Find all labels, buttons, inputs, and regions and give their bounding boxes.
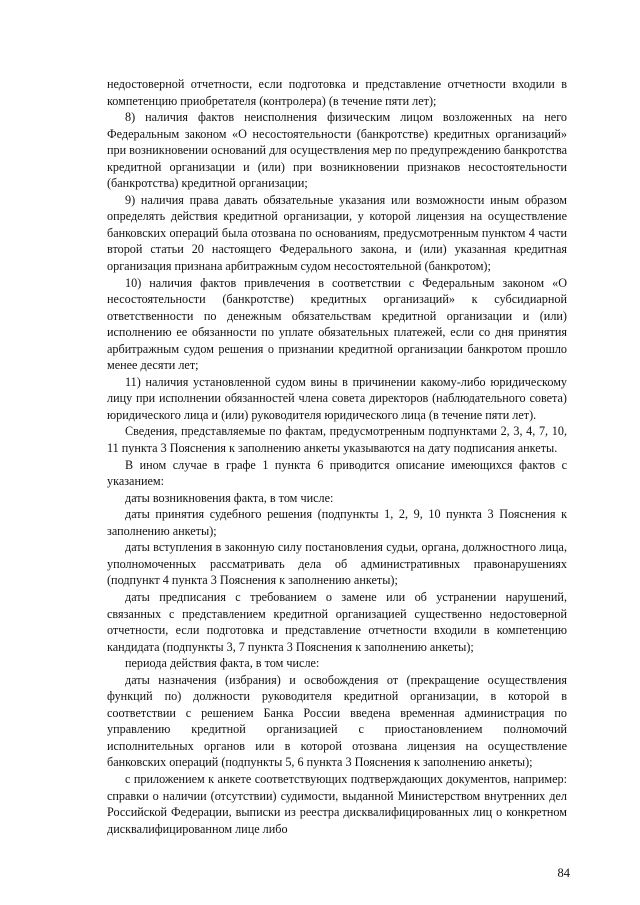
paragraph: 8) наличия фактов неисполнения физическим лицом возложенных на него Федеральным законом «О несостоятельности (банкротстве) кредитных организаций» при возникновении оснований для осуществления мер по предупреждению банкротства кредитной организации и (или) при возникновении признаков несостоятельности (банкротства) кредитной организации; bbox=[107, 110, 568, 191]
paragraph: даты возникновения факта, в том числе: bbox=[125, 490, 334, 505]
paragraph: даты назначения (избрания) и освобождения от (прекращение осуществления функций по) должности руководителя кредитной организации, в которой в соответствии с решением Банка России введена временная администрация по управлению кредитной организацией с приостановлением полномочий исполнительных органов или в которой отозвана лицензия на осуществление банковских операций (подпункты 5, 6 пункта 3 Пояснения к заполнению анкеты); bbox=[107, 672, 567, 770]
paragraph: 10) наличия фактов привлечения в соответствии с Федеральным законом «О несостоятельности (банкротстве) кредитных организаций» к субсидиарной ответственности по денежным обязательствам кредитной организации и (или) исполнению ее обязанности по уплате обязательных платежей, если со дня принятия арбитражным судом решения о признании кредитной организации банкротом прошло менее десяти лет; bbox=[107, 275, 567, 373]
paragraph: периода действия факта, в том числе: bbox=[125, 656, 320, 671]
paragraph: даты принятия судебного решения (подпункты 1, 2, 9, 10 пункта 3 Пояснения к заполнению анкеты); bbox=[107, 507, 567, 538]
page-number: 84 bbox=[557, 866, 570, 880]
paragraph: В ином случае в графе 1 пункта 6 приводится описание имеющихся фактов с указанием: bbox=[107, 457, 567, 489]
paragraph: 9) наличия права давать обязательные указания или возможности иным образом определять действия кредитной организации, у которой лицензия на осуществление банковских операций была отозвана по основаниям, предусмотренным пунктом 4 части второй статьи 20 настоящего Федерального закона, и (или) указанная кредитная организация признана арбитражным судом несостоятельной (банкротом); bbox=[107, 192, 567, 274]
paragraph: даты вступления в законную силу постановления судьи, органа, должностного лица, уполномоченных рассматривать дела об административных правонарушениях (подпункт 4 пункта 3 Пояснения к заполнению анкеты); bbox=[107, 540, 567, 588]
paragraph: 11) наличия установленной судом вины в причинении какому-либо юридическому лицу при исполнении обязанностей члена совета директоров (наблюдательного совета) юридического лица и (или) руководителя юридического лица (в течение пяти лет). bbox=[107, 374, 567, 422]
paragraph: недостоверной отчетности, если подготовка и представление отчетности входили в компетенцию приобретателя (контролера) (в течение пяти лет); bbox=[107, 77, 567, 108]
body-text bbox=[107, 76, 567, 837]
paragraph: даты предписания с требованием о замене или об устранении нарушений, связанных с представлением кредитной организацией существенно недостоверной отчетности, если подготовка и представление отчетности входили в компетенцию кандидата (подпункты 3, 7 пункта 3 Пояснения к заполнению анкеты); bbox=[107, 589, 567, 654]
paragraph: Сведения, представляемые по фактам, предусмотренным подпунктами 2, 3, 4, 7, 10, 11 пункта 3 Пояснения к заполнению анкеты указываются на дату подписания анкеты. bbox=[107, 424, 567, 456]
paragraph: с приложением к анкете соответствующих подтверждающих документов, например: справки о наличии (отсутствии) судимости, выданной Министерством внутренних дел Российской Федерации, выписки из реестра дисквалифицированных лиц о конкретном дисквалифицированном лице либо bbox=[107, 771, 567, 836]
